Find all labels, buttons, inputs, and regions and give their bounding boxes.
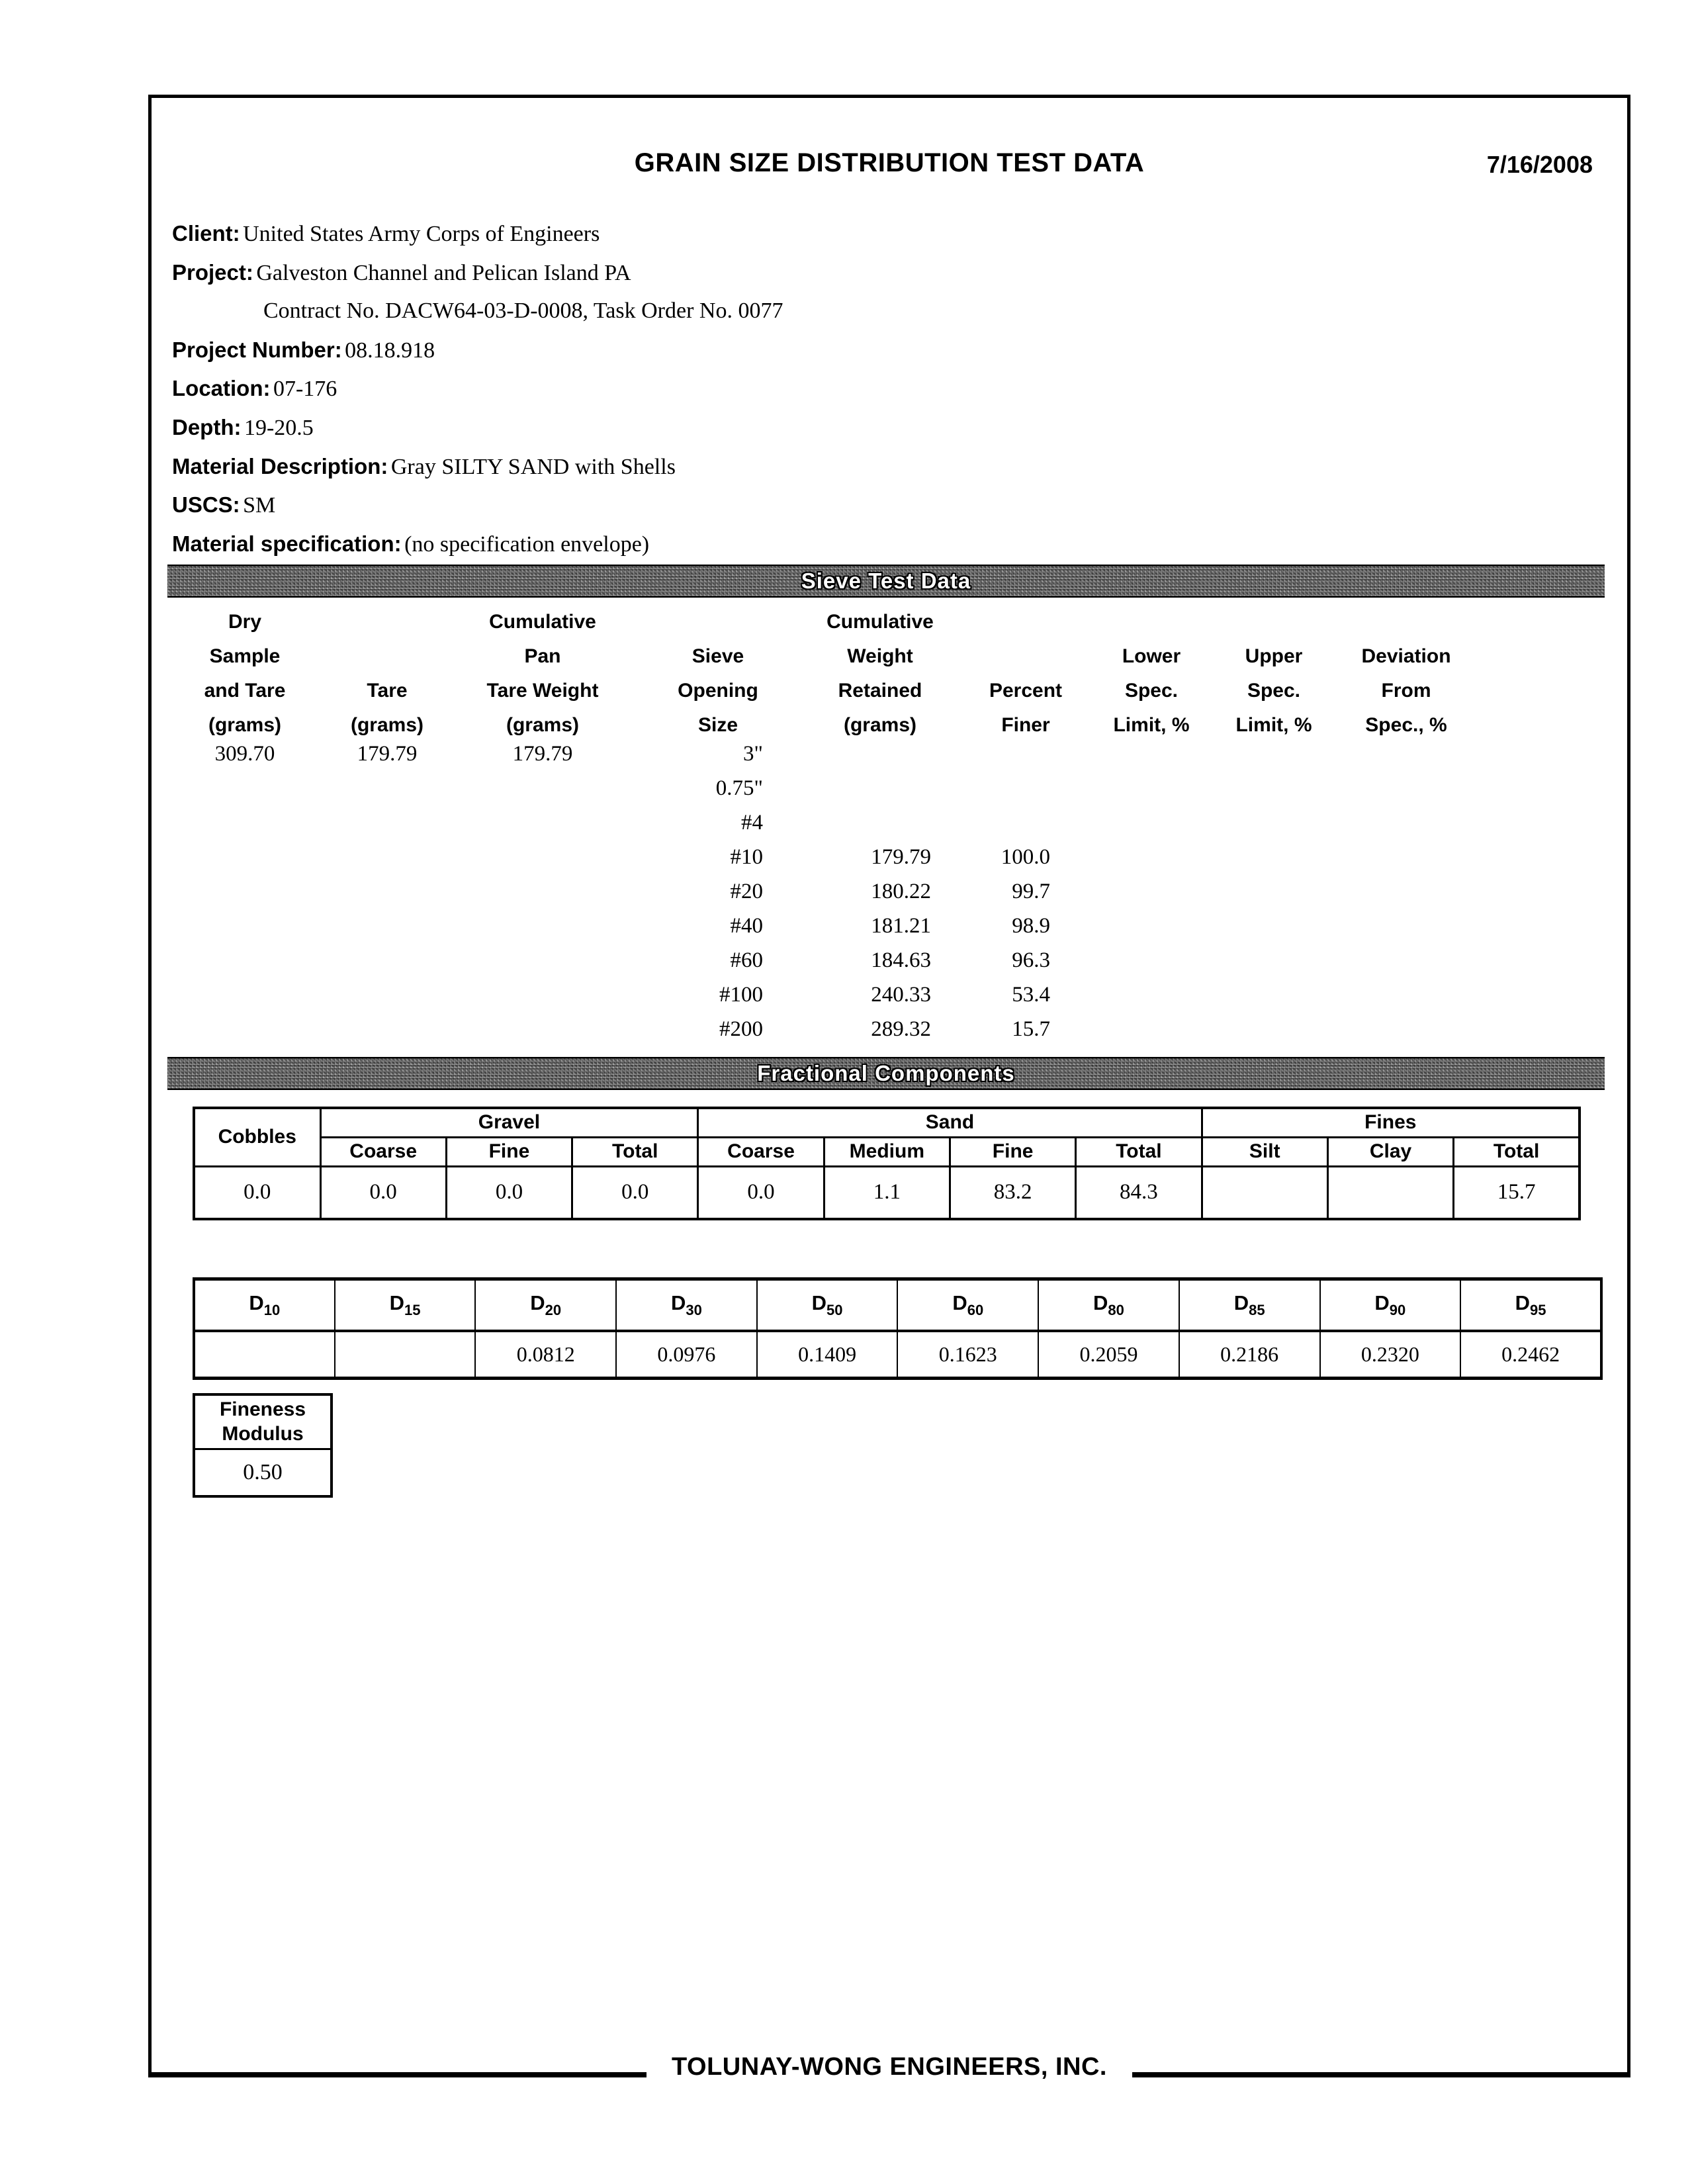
weight-retained: 180.22 bbox=[871, 880, 931, 903]
gravel-coarse-header: Coarse bbox=[320, 1137, 446, 1166]
sieve-row bbox=[162, 909, 1479, 943]
fines-total-header: Total bbox=[1454, 1137, 1580, 1166]
sieve-row bbox=[162, 874, 1479, 909]
d90-header: $D_{90}$ bbox=[1320, 1279, 1461, 1331]
d80-header: $D_{80}$ bbox=[1038, 1279, 1179, 1331]
percent-finer bbox=[963, 737, 1089, 771]
percent-finer: 53.4 bbox=[1012, 983, 1050, 1007]
d30-value: 0.0976 bbox=[616, 1331, 757, 1379]
fractional-values-row bbox=[194, 1166, 1580, 1219]
d10-header: $D_{10}$ bbox=[194, 1279, 335, 1331]
sieve-size: #40 bbox=[730, 914, 763, 938]
d90-value: 0.2320 bbox=[1320, 1331, 1461, 1379]
client-value: United States Army Corps of Engineers bbox=[243, 222, 600, 246]
weight-retained: 181.21 bbox=[871, 914, 931, 938]
sand-medium-header: Medium bbox=[824, 1137, 950, 1166]
weight-retained bbox=[797, 737, 963, 771]
col-upper-spec-limit: Upper Spec. Limit, % bbox=[1235, 645, 1312, 736]
d20-header: $D_{20}$ bbox=[475, 1279, 616, 1331]
sand-fine-header: Fine bbox=[950, 1137, 1075, 1166]
d15-value bbox=[335, 1331, 476, 1379]
fines-silt-header: Silt bbox=[1202, 1137, 1327, 1166]
fines-header: Fines bbox=[1202, 1108, 1580, 1137]
d-values-table bbox=[193, 1277, 1603, 1380]
material-specification-line bbox=[172, 525, 1601, 564]
report-info-block bbox=[172, 214, 1601, 563]
uscs-value: SM bbox=[243, 493, 276, 518]
gravel-coarse-value: 0.0 bbox=[320, 1166, 446, 1219]
dry-sample-tare-value: 309.70 bbox=[214, 742, 275, 766]
contract-value: Contract No. DACW64-03-D-0008, Task Order No. 0077 bbox=[263, 298, 783, 324]
sieve-size: #20 bbox=[730, 880, 763, 903]
fractional-components-table bbox=[193, 1107, 1581, 1220]
percent-finer: 100.0 bbox=[1001, 845, 1050, 869]
sieve-size: #10 bbox=[730, 845, 763, 869]
weight-retained: 179.79 bbox=[871, 845, 931, 869]
sieve-row bbox=[162, 805, 1479, 840]
pan-tare-weight-value: 179.79 bbox=[512, 742, 573, 766]
sieve-size: #100 bbox=[719, 983, 763, 1007]
cobbles-header: Cobbles bbox=[194, 1108, 320, 1166]
percent-finer bbox=[963, 805, 1089, 840]
col-lower-spec-limit: Lower Spec. Limit, % bbox=[1113, 645, 1190, 736]
location-label: Location: bbox=[172, 376, 271, 401]
weight-retained: 289.32 bbox=[871, 1017, 931, 1041]
fractional-banner-label: Fractional Components bbox=[757, 1061, 1015, 1085]
sieve-test-data-banner bbox=[167, 565, 1605, 598]
col-percent-finer: Percent Finer bbox=[989, 680, 1063, 736]
col-cumulative-weight-retained: Cumulative Weight Retained (grams) bbox=[826, 611, 934, 736]
fractional-components-banner bbox=[167, 1057, 1605, 1090]
weight-retained: 184.63 bbox=[871, 948, 931, 972]
tare-value: 179.79 bbox=[357, 742, 418, 766]
d95-value: 0.2462 bbox=[1460, 1331, 1601, 1379]
percent-finer: 96.3 bbox=[1012, 948, 1050, 972]
sieve-row bbox=[162, 978, 1479, 1012]
fines-clay-value bbox=[1327, 1166, 1453, 1219]
d20-value: 0.0812 bbox=[475, 1331, 616, 1379]
gravel-fine-header: Fine bbox=[446, 1137, 572, 1166]
sand-coarse-value: 0.0 bbox=[698, 1166, 824, 1219]
sieve-row bbox=[162, 943, 1479, 978]
d-values-header-row bbox=[194, 1279, 1601, 1331]
fineness-modulus-value: 0.50 bbox=[194, 1449, 332, 1496]
uscs-label: USCS: bbox=[172, 492, 240, 518]
material-specification-value: (no specification envelope) bbox=[404, 531, 650, 557]
sub-header-row bbox=[194, 1137, 1580, 1166]
client-line bbox=[172, 214, 1601, 253]
percent-finer: 98.9 bbox=[1012, 914, 1050, 938]
sand-medium-value: 1.1 bbox=[824, 1166, 950, 1219]
d30-header: $D_{30}$ bbox=[616, 1279, 757, 1331]
d85-header: $D_{85}$ bbox=[1179, 1279, 1320, 1331]
fines-total-value: 15.7 bbox=[1454, 1166, 1580, 1219]
d15-header: $D_{15}$ bbox=[335, 1279, 476, 1331]
col-deviation-from-spec: Deviation From Spec., % bbox=[1361, 645, 1451, 736]
project-label: Project: bbox=[172, 259, 253, 285]
page-title: GRAIN SIZE DISTRIBUTION TEST DATA bbox=[634, 148, 1145, 177]
weight-retained bbox=[797, 805, 963, 840]
sieve-size: #4 bbox=[741, 811, 763, 835]
d60-value: 0.1623 bbox=[897, 1331, 1038, 1379]
weight-retained: 240.33 bbox=[871, 983, 931, 1007]
weight-retained bbox=[797, 771, 963, 805]
d85-value: 0.2186 bbox=[1179, 1331, 1320, 1379]
company-name-footer: TOLUNAY-WONG ENGINEERS, INC. bbox=[646, 2053, 1132, 2081]
sieve-row bbox=[162, 737, 1479, 771]
material-description-line bbox=[172, 447, 1601, 486]
gravel-total-header: Total bbox=[572, 1137, 698, 1166]
report-date: 7/16/2008 bbox=[1486, 151, 1593, 178]
uscs-line bbox=[172, 486, 1601, 525]
depth-line bbox=[172, 408, 1601, 447]
fines-silt-value bbox=[1202, 1166, 1327, 1219]
d60-header: $D_{60}$ bbox=[897, 1279, 1038, 1331]
sieve-size: 3" bbox=[743, 742, 763, 766]
project-number-label: Project Number: bbox=[172, 337, 342, 362]
d10-value bbox=[194, 1331, 335, 1379]
depth-value: 19-20.5 bbox=[244, 415, 314, 440]
sieve-size: #200 bbox=[719, 1017, 763, 1041]
col-dry-sample-tare: Dry Sample and Tare (grams) bbox=[204, 611, 286, 736]
material-specification-label: Material specification: bbox=[172, 531, 402, 556]
group-header-row bbox=[194, 1108, 1580, 1137]
d80-value: 0.2059 bbox=[1038, 1331, 1179, 1379]
sand-coarse-header: Coarse bbox=[698, 1137, 824, 1166]
sand-total-value: 84.3 bbox=[1076, 1166, 1202, 1219]
client-label: Client: bbox=[172, 221, 240, 246]
col-tare: Tare (grams) bbox=[350, 680, 424, 736]
sieve-banner-label: Sieve Test Data bbox=[801, 569, 971, 593]
project-value: Galveston Channel and Pelican Island PA bbox=[256, 260, 631, 285]
fines-clay-header: Clay bbox=[1327, 1137, 1453, 1166]
sieve-size: 0.75" bbox=[715, 776, 763, 800]
location-line bbox=[172, 369, 1601, 408]
percent-finer bbox=[963, 771, 1089, 805]
fineness-modulus-header: Fineness Modulus bbox=[194, 1394, 332, 1449]
depth-label: Depth: bbox=[172, 414, 242, 439]
sieve-size: #60 bbox=[730, 948, 763, 972]
col-cumulative-pan-tare: Cumulative Pan Tare Weight (grams) bbox=[486, 611, 599, 736]
project-line bbox=[172, 253, 1601, 293]
percent-finer: 99.7 bbox=[1012, 880, 1050, 903]
gravel-total-value: 0.0 bbox=[572, 1166, 698, 1219]
d50-value: 0.1409 bbox=[757, 1331, 898, 1379]
sand-fine-value: 83.2 bbox=[950, 1166, 1075, 1219]
sand-total-header: Total bbox=[1076, 1137, 1202, 1166]
location-value: 07-176 bbox=[273, 377, 337, 402]
d-values-row bbox=[194, 1331, 1601, 1379]
document-page-border bbox=[148, 95, 1630, 2081]
contract-line bbox=[172, 292, 1601, 331]
sieve-table-header bbox=[162, 605, 1479, 743]
sand-header: Sand bbox=[698, 1108, 1202, 1137]
material-description-label: Material Description: bbox=[172, 453, 388, 478]
d95-header: $D_{95}$ bbox=[1460, 1279, 1601, 1331]
sieve-row bbox=[162, 771, 1479, 805]
sieve-row bbox=[162, 1012, 1479, 1046]
project-number-line bbox=[172, 331, 1601, 370]
col-sieve-opening-size: Sieve Opening Size bbox=[678, 645, 758, 736]
material-description-value: Gray SILTY SAND with Shells bbox=[390, 454, 676, 479]
cobbles-value: 0.0 bbox=[194, 1166, 320, 1219]
project-number-value: 08.18.918 bbox=[345, 338, 435, 363]
fineness-modulus-box bbox=[193, 1393, 333, 1498]
percent-finer: 15.7 bbox=[1012, 1017, 1050, 1041]
gravel-fine-value: 0.0 bbox=[446, 1166, 572, 1219]
sieve-table-body bbox=[162, 737, 1479, 1046]
title-row bbox=[152, 148, 1627, 180]
d50-header: $D_{50}$ bbox=[757, 1279, 898, 1331]
gravel-header: Gravel bbox=[320, 1108, 698, 1137]
sieve-row bbox=[162, 840, 1479, 874]
